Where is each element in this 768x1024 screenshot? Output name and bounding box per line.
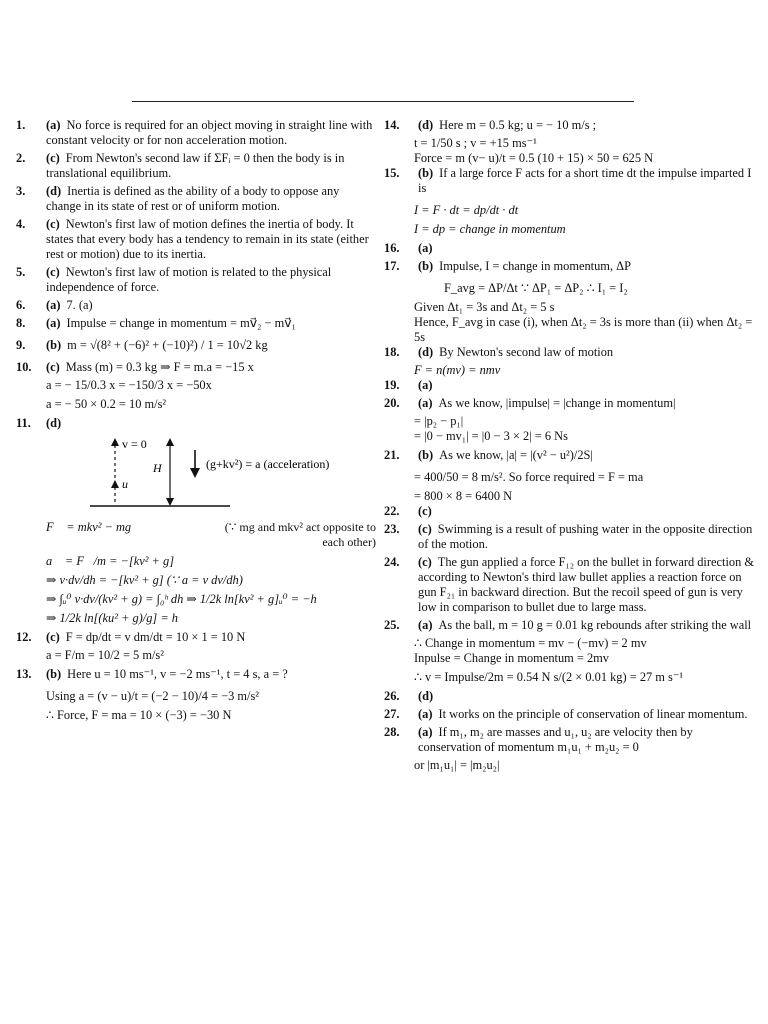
answer-15 xyxy=(384,166,756,196)
answer-25 xyxy=(384,618,756,633)
answer-choice: (d) xyxy=(418,345,434,359)
answer-text: F = dp/dt = v dm/dt = 10 × 1 = 10 N xyxy=(65,630,246,644)
answer-choice: (a) xyxy=(418,378,433,392)
answer-4 xyxy=(16,217,376,262)
answer-choice: (d) xyxy=(46,416,62,430)
answer-choice: (c) xyxy=(418,555,432,569)
answer-choice: (c) xyxy=(46,360,60,374)
answer-choice: (c) xyxy=(418,522,432,536)
height-label: H xyxy=(153,461,162,475)
answer-text: As the ball, m = 10 g = 0.01 kg rebounds after striking the wall xyxy=(438,618,752,632)
q25-line-4: ∴ v = Impulse/2m = 0.54 N s/(2 × 0.01 kg) = 27 m s⁻¹ xyxy=(414,670,684,684)
answer-1 xyxy=(16,118,376,148)
answer-text: If m₁, m₂ are masses and u₁, u₂ are velocity then by conservation of momentum m₁u₁ + m₂u₂ = 0 xyxy=(418,725,693,754)
answer-17 xyxy=(384,259,756,274)
answer-text: Newton's first law of motion is related to the physical independence of force. xyxy=(46,265,332,294)
answer-text: By Newton's second law of motion xyxy=(439,345,614,359)
answer-19 xyxy=(384,378,756,393)
q11-force-eq: F⃗ = mkv² − mg xyxy=(46,520,132,534)
answer-9 xyxy=(16,338,376,353)
answer-text: Here m = 0.5 kg; u = − 10 m/s ; xyxy=(439,118,597,132)
answer-choice: (c) xyxy=(46,217,60,231)
answer-choice: (b) xyxy=(46,338,62,352)
answer-choice: (a) xyxy=(418,396,433,410)
q20-line-2: = |p₂ − p₁| xyxy=(414,414,464,428)
answer-text: Newton's first law of motion defines the inertia of body. It states that every body has a tendency to remain in its state (either rest or motion) due to its inertia. xyxy=(46,217,369,261)
answer-number: 4. xyxy=(16,217,26,231)
answer-number: 19. xyxy=(384,378,400,392)
q25-line-3: Inpulse = Change in momentum = 2mv xyxy=(414,651,609,665)
q15-impulse-eq: I = F · dt = dp/dt · dt xyxy=(414,203,519,217)
q21-line-2: = 400/50 = 8 m/s². So force required = F = ma xyxy=(414,470,644,484)
answer-number: 15. xyxy=(384,166,400,180)
answer-number: 2. xyxy=(16,151,26,165)
answer-5 xyxy=(16,265,376,295)
q12-line-2: a = F/m = 10/2 = 5 m/s² xyxy=(46,648,164,662)
height-top-arrow-icon xyxy=(166,438,174,446)
q13-line-2: Using a = (v − u)/t = (−2 − 10)/4 = −3 m/s² xyxy=(46,689,260,703)
answer-number: 27. xyxy=(384,707,400,721)
answer-number: 10. xyxy=(16,360,32,374)
answer-14 xyxy=(384,118,756,133)
answer-11 xyxy=(16,416,376,431)
answer-choice: (a) xyxy=(46,298,61,312)
q13-line-3: ∴ Force, F = ma = 10 × (−3) = −30 N xyxy=(46,708,232,722)
answer-3 xyxy=(16,184,376,214)
answer-20 xyxy=(384,396,756,411)
q17-hence: Hence, F_avg in case (i), when Δt₂ = 3s is more than (ii) when Δt₂ = 5s xyxy=(414,315,753,344)
answer-number: 20. xyxy=(384,396,400,410)
answer-number: 12. xyxy=(16,630,32,644)
answer-number: 5. xyxy=(16,265,26,279)
answer-choice: (c) xyxy=(46,630,60,644)
down-arrow-icon xyxy=(190,468,200,478)
height-bottom-arrow-icon xyxy=(166,498,174,506)
q15-momentum-eq: I = dp = change in momentum xyxy=(414,222,566,236)
answer-number: 18. xyxy=(384,345,400,359)
answer-number: 3. xyxy=(16,184,26,198)
answer-choice: (a) xyxy=(418,618,433,632)
answer-text: Inertia is defined as the ability of a body to oppose any change in its state of rest or of uniform motion. xyxy=(46,184,340,213)
answer-2 xyxy=(16,151,376,181)
answer-text: 7. (a) xyxy=(66,298,93,312)
q17-favg-eq: F_avg = ΔP/Δt ∵ ΔP₁ = ΔP₂ ∴ I₁ = I₂ xyxy=(444,281,628,295)
motion-diagram xyxy=(50,436,380,512)
answer-text: As we know, |a| = |(v² − u²)/2S| xyxy=(439,448,593,462)
answer-number: 26. xyxy=(384,689,400,703)
answer-13 xyxy=(16,667,376,682)
q20-line-3: = |0 − mv₁| = |0 − 3 × 2| = 6 Ns xyxy=(414,429,568,443)
right-column xyxy=(384,118,756,773)
q11-accel-eq: a⃗ = F⃗/m = −[kv² + g] xyxy=(46,554,175,568)
answer-choice: (a) xyxy=(418,241,433,255)
answer-choice: (a) xyxy=(418,725,433,739)
answer-26 xyxy=(384,689,756,704)
answer-choice: (b) xyxy=(418,166,434,180)
answer-number: 8. xyxy=(16,316,26,330)
answer-number: 17. xyxy=(384,259,400,273)
answer-12 xyxy=(16,630,376,645)
up-arrow-icon xyxy=(111,438,119,446)
answer-number: 9. xyxy=(16,338,26,352)
answer-choice: (c) xyxy=(418,504,432,518)
answer-choice: (d) xyxy=(418,118,434,132)
answer-number: 13. xyxy=(16,667,32,681)
answer-6 xyxy=(16,298,376,313)
answer-choice: (a) xyxy=(418,707,433,721)
q18-line-2: F = n(mv) = nmv xyxy=(414,363,501,377)
q14-line-3: Force = m (v− u)/t = 0.5 (10 + 15) × 50 = 625 N xyxy=(414,151,654,165)
q28-line-2: or |m₁u₁| = |m₂u₂| xyxy=(414,758,500,772)
v0-label: v = 0 xyxy=(122,437,147,451)
answer-number: 6. xyxy=(16,298,26,312)
q14-line-2: t = 1/50 s ; v = +15 ms⁻¹ xyxy=(414,136,537,150)
answer-text: No force is required for an object moving in straight line with constant velocity or for non acceleration motion. xyxy=(46,118,373,147)
answer-number: 16. xyxy=(384,241,400,255)
answer-text: If a large force F acts for a short time dt the impulse imparted I is xyxy=(418,166,752,195)
answer-choice: (a) xyxy=(46,316,61,330)
answer-16 xyxy=(384,241,756,256)
answer-21 xyxy=(384,448,756,463)
q21-line-3: = 800 × 8 = 6400 N xyxy=(414,489,513,503)
answer-text: Impulse, I = change in momentum, ΔP xyxy=(439,259,631,273)
answer-choice: (d) xyxy=(46,184,62,198)
answer-text: Impulse = change in momentum = mv⃗₂ − mv⃗₁ xyxy=(66,316,296,330)
answer-text: m = √(8² + (−6)² + (−10)²) / 1 = 10√2 kg xyxy=(67,338,268,352)
answer-text: It works on the principle of conservation of linear momentum. xyxy=(438,707,748,721)
q25-line-2: ∴ Change in momentum = mv − (−mv) = 2 mv xyxy=(414,636,647,650)
answer-text: From Newton's second law if ΣFᵢ = 0 then the body is in translational equilibrium. xyxy=(46,151,345,180)
velocity-arrow-icon xyxy=(111,480,119,488)
answer-choice: (c) xyxy=(46,265,60,279)
q11-force-note: (∵ mg and mkv² act opposite to each other) xyxy=(224,520,376,549)
answer-number: 1. xyxy=(16,118,26,132)
answer-text: Here u = 10 ms⁻¹, v = −2 ms⁻¹, t = 4 s, a = ? xyxy=(67,667,288,681)
q10-line-2: a = − 50 × 0.2 = 10 m/s² xyxy=(46,397,167,411)
answer-text: Mass (m) = 0.3 kg ⇒ F = m.a = −15 x xyxy=(65,360,254,374)
answer-10 xyxy=(16,360,376,375)
q11-diff-eq: ⇒ v·dv/dh = −[kv² + g] (∵ a = v dv/dh) xyxy=(46,573,243,587)
answer-number: 21. xyxy=(384,448,400,462)
answer-text: As we know, |impulse| = |change in momentum| xyxy=(438,396,676,410)
answer-27 xyxy=(384,707,756,722)
q17-given: Given Δt₁ = 3s and Δt₂ = 5 s xyxy=(414,300,555,314)
answer-choice: (b) xyxy=(418,259,434,273)
answer-text: Swimming is a result of pushing water in the opposite direction of the motion. xyxy=(418,522,753,551)
q11-result-eq: ⇒ 1/2k ln[(ku² + g)/g] = h xyxy=(46,611,178,625)
acceleration-label: (g+kv²) = a (acceleration) xyxy=(206,457,330,471)
answer-23 xyxy=(384,522,756,552)
answer-18 xyxy=(384,345,756,360)
q11-integral-eq: ⇒ ∫ᵤ⁰ v·dv/(kv² + g) = ∫₀ʰ dh ⇒ 1/2k ln[kv² + g]ᵤ⁰ = −h xyxy=(46,592,317,606)
left-column xyxy=(16,118,376,723)
answer-number: 23. xyxy=(384,522,400,536)
header-rule xyxy=(132,101,634,102)
answer-number: 24. xyxy=(384,555,400,569)
answer-number: 25. xyxy=(384,618,400,632)
answer-24 xyxy=(384,555,756,615)
u-label: u xyxy=(122,477,128,491)
answer-choice: (c) xyxy=(46,151,60,165)
answer-number: 28. xyxy=(384,725,400,739)
answer-28 xyxy=(384,725,756,755)
answer-choice: (b) xyxy=(46,667,62,681)
answer-number: 14. xyxy=(384,118,400,132)
answer-number: 11. xyxy=(16,416,31,430)
answer-text: The gun applied a force F₁₂ on the bullet in forward direction & according to Newton's third law bullet applies a reaction force on gun F₂₁ in backward direction. But the recoil speed of gun is very low in comparison to bullet due to large mass. xyxy=(418,555,755,614)
answer-number: 22. xyxy=(384,504,400,518)
q10-line-1: a = − 15/0.3 x = −150/3 x = −50x xyxy=(46,378,212,392)
answer-choice: (a) xyxy=(46,118,61,132)
answer-8 xyxy=(16,316,376,331)
answer-choice: (b) xyxy=(418,448,434,462)
answer-22 xyxy=(384,504,756,519)
answer-choice: (d) xyxy=(418,689,434,703)
